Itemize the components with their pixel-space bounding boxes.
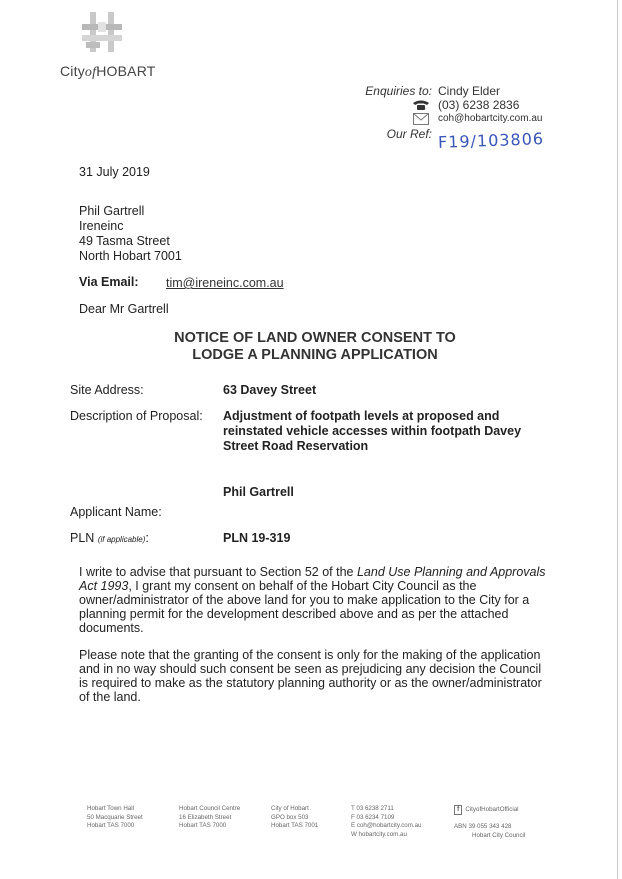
facebook-icon: f	[454, 805, 462, 815]
footer-postal: City of Hobart GPO box 503 Hobart TAS 7001	[271, 805, 319, 829]
note-paragraph: Please note that the granting of the consent is only for the making of the application and in no way should such consent be seen as prejudicing any decision the Council is required to make as the statutory planning authority or as the owner/administrator of the land.	[79, 648, 542, 704]
via-email-label: Via Email:	[79, 275, 139, 289]
city-of-hobart-wordmark: CityofHOBART	[60, 63, 156, 80]
via-email-link[interactable]: tim@ireneinc.com.au	[166, 276, 284, 290]
proposal-line1: Adjustment of footpath levels at proposed and	[223, 409, 500, 423]
proposal-line2: reinstated vehicle accesses within footpath Davey	[223, 424, 522, 438]
site-address-label: Site Address:	[70, 383, 144, 397]
city-of-hobart-logo-icon	[80, 8, 126, 56]
salutation: Dear Mr Gartrell	[79, 302, 169, 316]
notice-title-line2: LODGE A PLANNING APPLICATION	[192, 347, 438, 363]
enquiries-label: Enquiries to:	[365, 84, 432, 98]
phone-number: (03) 6238 2836	[438, 98, 520, 112]
proposal-label: Description of Proposal:	[70, 409, 203, 423]
phone-icon	[412, 99, 430, 111]
email-icon	[413, 113, 429, 125]
social-handle: CityofHobartOfficial	[465, 806, 519, 813]
notice-title-line1: NOTICE OF LAND OWNER CONSENT TO	[174, 330, 456, 346]
proposal-line3: Street Road Reservation	[223, 439, 369, 453]
pln-value: PLN 19-319	[223, 531, 291, 545]
site-address-value: 63 Davey Street	[223, 383, 317, 397]
consent-paragraph: I write to advise that pursuant to Section 52 of the Land Use Planning and Approvals Act 1993, I grant my consent on behalf of the Hobart City Council as the owner/administrator of the above land for you to make application to the City for a planning permit for the development described above and as per the attached documents.	[79, 565, 546, 635]
recipient-company: Ireneinc	[79, 219, 124, 233]
email-address: coh@hobartcity.com.au	[438, 113, 543, 124]
handwritten-ref: F19/103806	[437, 129, 545, 152]
recipient-suburb: North Hobart 7001	[79, 249, 182, 263]
pln-label: PLN (if applicable):	[70, 531, 149, 545]
footer-contact: T 03 6238 2711 F 03 6234 7109 E coh@hobartcity.com.au W hobartcity.com.au	[351, 805, 422, 838]
footer-town-hall: Hobart Town Hall 50 Macquarie Street Hobart TAS 7000	[87, 805, 143, 829]
footer-social: f CityofHobartOfficial ABN 39 055 343 428 Hobart City Council	[454, 806, 526, 839]
applicant-label: Applicant Name:	[70, 505, 162, 519]
our-ref-label: Our Ref:	[386, 127, 432, 141]
page-edge	[617, 0, 618, 879]
letter-date: 31 July 2019	[79, 165, 150, 179]
applicant-value: Phil Gartrell	[223, 485, 294, 499]
enquiries-name: Cindy Elder	[438, 84, 501, 98]
recipient-name: Phil Gartrell	[79, 204, 145, 218]
recipient-street: 49 Tasma Street	[79, 234, 170, 248]
footer-council-centre: Hobart Council Centre 16 Elizabeth Street Hobart TAS 7000	[179, 805, 241, 829]
